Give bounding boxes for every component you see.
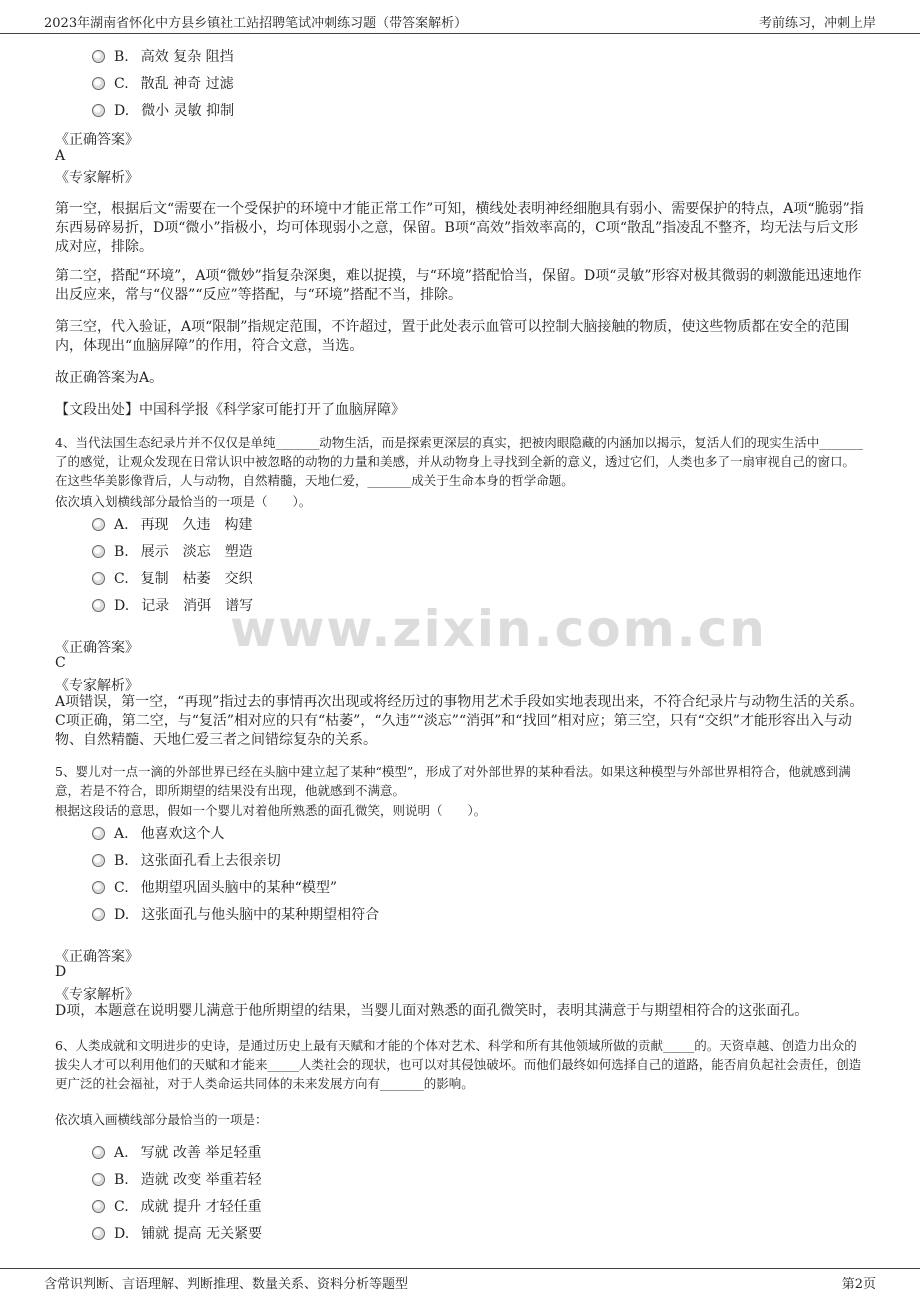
analysis-paragraph: D项，本题意在说明婴儿满意于他所期望的结果，当婴儿面对熟悉的面孔微笑时，表明其满意于与期望相符合的这张面孔。 [55,1003,809,1019]
answer-label: 《正确答案》 [55,132,139,148]
radio-icon[interactable] [92,545,105,558]
answer-value: D [55,964,67,980]
analysis-label: 《专家解析》 [55,678,139,694]
page-header [0,0,920,34]
analysis-paragraph: 第一空，根据后文“需要在一个受保护的环境中才能正常工作”可知，横线处表明神经细胞具有弱小、需要保护的特点，A项“脆弱”指东西易碎易折，D项“微小”指极小，均可体现弱小之意，保留。B项“高效”指效率高的，C项“散乱”指凌乱不整齐，均无法与后文形成对应，排除。 [55,201,864,255]
q3-option-c[interactable]: C. 散乱 神奇 过滤 [92,73,234,93]
question-prompt: 根据这段话的意思，假如一个婴儿对着他所熟悉的面孔微笑，则说明（ ）。 [55,803,487,818]
footer-description: 含常识判断、言语理解、判断推理、数量关系、资料分析等题型 [44,1277,409,1292]
q4-option-b[interactable]: B. 展示 淡忘 塑造 [92,541,253,561]
q4-option-a[interactable]: A. 再现 久违 构建 [92,514,253,534]
source-citation: 【文段出处】中国科学报《科学家可能打开了血脑屏障》 [55,402,405,418]
page-footer [0,1268,920,1302]
radio-icon[interactable] [92,1200,105,1213]
radio-icon[interactable] [92,854,105,867]
answer-label: 《正确答案》 [55,640,139,656]
q4-option-d[interactable]: D. 记录 消弭 谱写 [92,595,253,615]
radio-icon[interactable] [92,599,105,612]
document-title: 2023年湖南省怀化中方县乡镇社工站招聘笔试冲刺练习题（带答案解析） [44,16,468,31]
radio-icon[interactable] [92,77,105,90]
question-text: 5、婴儿对一点一滴的外部世界已经在头脑中建立起了某种“模型”，形成了对外部世界的某种看法。如果这种模型与外部世界相符合，他就感到满意，若是不符合，即所期望的结果没有出现，他就感到不满意。 [55,764,851,798]
radio-icon[interactable] [92,1173,105,1186]
conclusion: 故正确答案为A。 [55,370,164,386]
analysis-paragraph: 第二空，搭配“环境”，A项“微妙”指复杂深奥，难以捉摸，与“环境”搭配恰当，保留。D项“灵敏”形容对极其微弱的刺激能迅速地作出反应来，常与“仪器”“反应”等搭配，与“环境”搭配不当，排除。 [55,268,862,303]
q5-option-b[interactable]: B. 这张面孔看上去很亲切 [92,850,281,870]
radio-icon[interactable] [92,1227,105,1240]
question-prompt: 依次填入划横线部分最恰当的一项是（ ）。 [55,494,312,509]
question-prompt: 依次填入画横线部分最恰当的一项是： [55,1112,268,1127]
q4-option-c[interactable]: C. 复制 枯萎 交织 [92,568,253,588]
watermark: www.zixin.com.cn [230,600,767,658]
analysis-label: 《专家解析》 [55,987,139,1003]
radio-icon[interactable] [92,908,105,921]
radio-icon[interactable] [92,518,105,531]
radio-icon[interactable] [92,881,105,894]
answer-label: 《正确答案》 [55,949,139,965]
answer-value: A [55,148,66,164]
radio-icon[interactable] [92,1146,105,1159]
q3-option-d[interactable]: D. 微小 灵敏 抑制 [92,100,234,120]
radio-icon[interactable] [92,827,105,840]
question-text: 4、当代法国生态纪录片并不仅仅是单纯_______动物生活，而是探索更深层的真实，把被肉眼隐藏的内涵加以揭示，复活人们的现实生活中_______了的感觉，让观众发现在日常认识中被忽略的动物的力量和美感，并从动物身上寻找到全新的意义，透过它们，人类也多了一扇审视自己的窗口。在这些华美影像背后，人与动物，自然精髓，天地仁爱，_______成关于生命本身的哲学命题。 [55,435,863,488]
q3-option-b[interactable]: B. 高效 复杂 阻挡 [92,46,234,66]
q5-option-d[interactable]: D. 这张面孔与他头脑中的某种期望相符合 [92,904,379,924]
answer-value: C [55,655,66,671]
analysis-paragraph: 第三空，代入验证，A项“限制”指规定范围，不许超过，置于此处表示血管可以控制大脑接触的物质，使这些物质都在安全的范围内，体现出“血脑屏障”的作用，符合文意，当选。 [55,319,850,354]
analysis-label: 《专家解析》 [55,170,139,186]
q6-option-a[interactable]: A. 写就 改善 举足轻重 [92,1142,261,1162]
radio-icon[interactable] [92,104,105,117]
analysis-paragraph: A项错误，第一空，“再现”指过去的事情再次出现或将经历过的事物用艺术手段如实地表现出来，不符合纪录片与动物生活的关系。C项正确，第二空，与“复活”相对应的只有“枯萎”，“久违”“淡忘”“消弭”和“找回”相对应；第三空，只有“交织”才能形容出入与动物、自然精髓、天地仁爱三者之间错综复杂的关系。 [55,694,864,748]
question-text: 6、人类成就和文明进步的史诗，是通过历史上最有天赋和才能的个体对艺术、科学和所有其他领域所做的贡献_____的。天资卓越、创造力出众的拔尖人才可以利用他们的天赋和才能来_____人类社会的现状，也可以对其侵蚀破坏。而他们最终如何选择自己的道路，能否肩负起社会责任，创造更广泛的社会福祉，对于人类命运共同体的未来发展方向有_______的影响。 [55,1038,862,1091]
radio-icon[interactable] [92,572,105,585]
q6-option-c[interactable]: C. 成就 提升 才轻任重 [92,1196,262,1216]
header-slogan: 考前练习，冲刺上岸 [758,16,876,31]
page-number: 第2页 [841,1277,876,1292]
q6-option-d[interactable]: D. 铺就 提高 无关紧要 [92,1223,262,1243]
q5-option-c[interactable]: C. 他期望巩固头脑中的某种“模型” [92,877,337,897]
q5-option-a[interactable]: A. 他喜欢这个人 [92,823,225,843]
q6-option-b[interactable]: B. 造就 改变 举重若轻 [92,1169,262,1189]
radio-icon[interactable] [92,50,105,63]
